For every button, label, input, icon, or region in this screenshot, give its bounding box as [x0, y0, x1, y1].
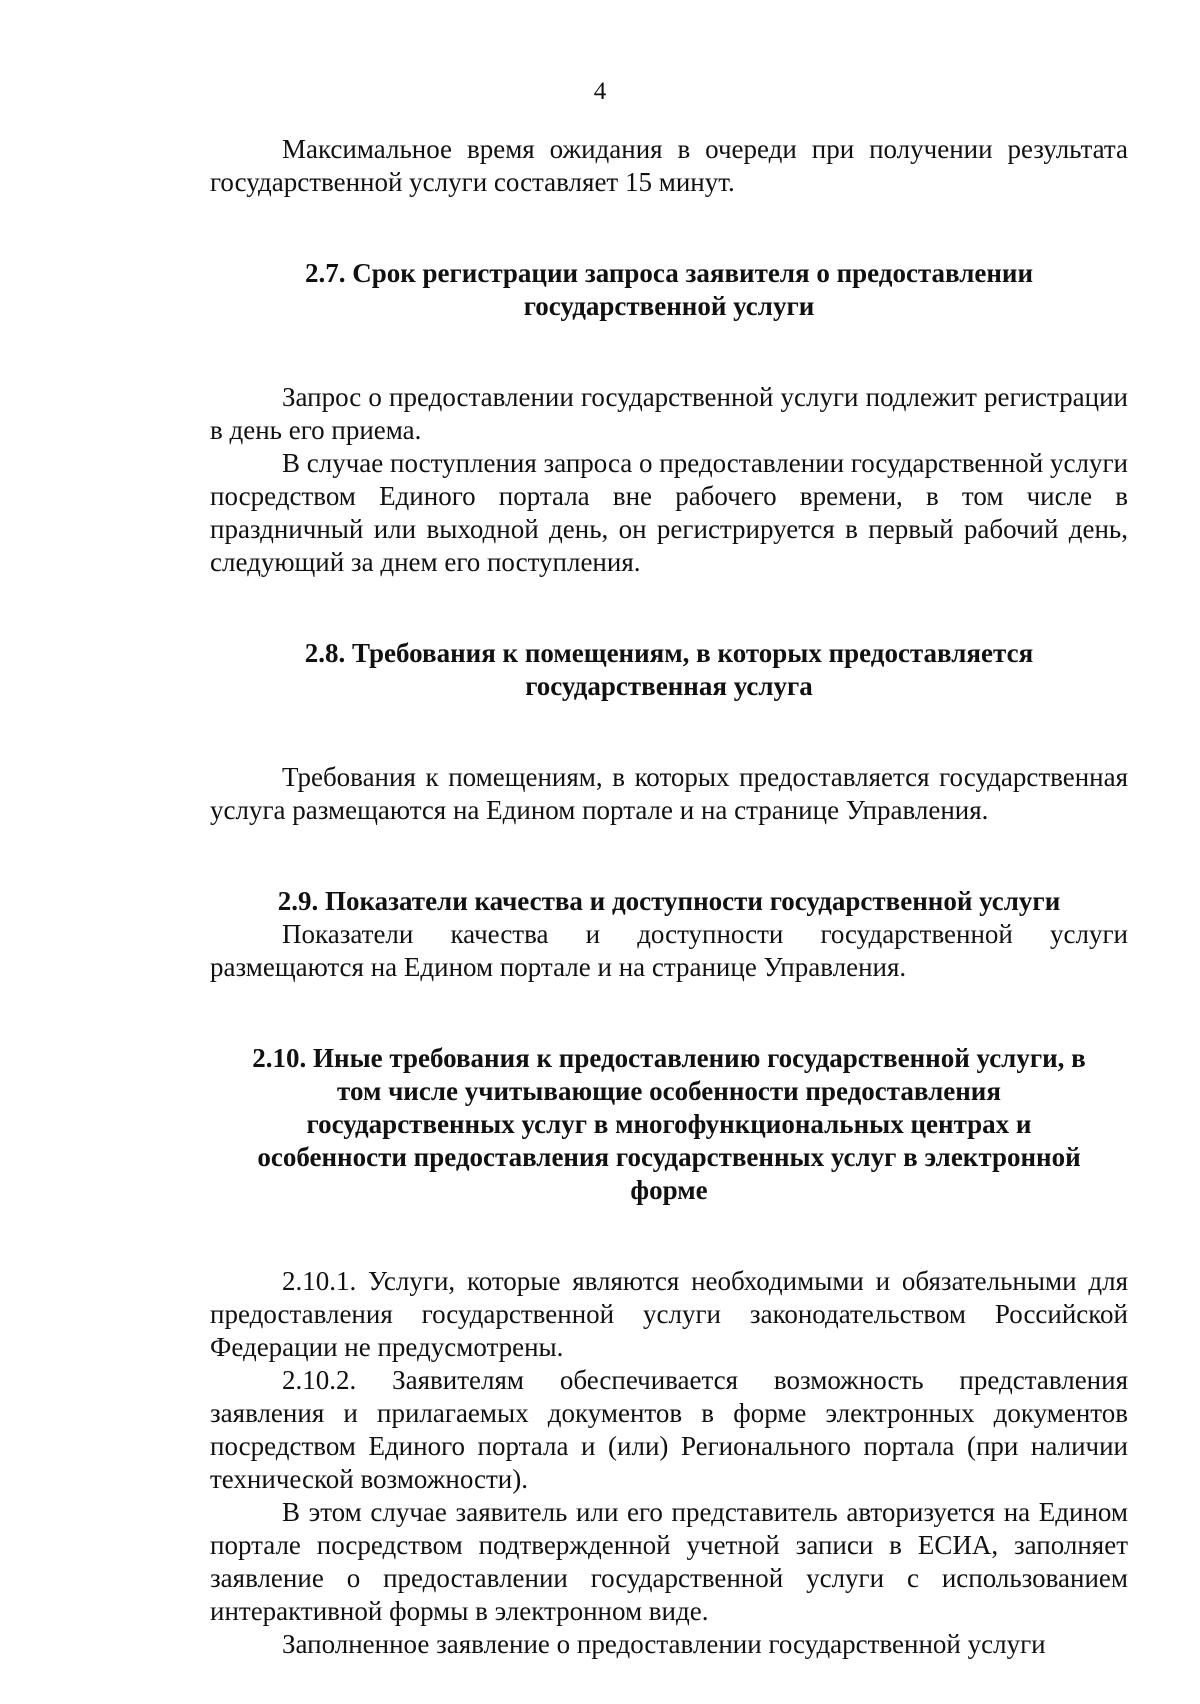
paragraph-2-8-premises: Требования к помещениям, в которых предоставляется государственная услуга размещаются на Едином портале и на странице Управления.: [210, 762, 1128, 825]
paragraph-2-10-2: 2.10.2. Заявителям обеспечивается возможность представления заявления и прилагаемых документов в форме электронных документов посредством Единого портала и (или) Регионального портала (при наличии технической возможности).: [210, 1365, 1128, 1494]
heading-2-10-line-3: государственных услуг в многофункциональных центрах и: [306, 1109, 1032, 1139]
heading-2-8-line-1: 2.8. Требования к помещениям, в которых предоставляется: [304, 638, 1034, 668]
heading-2-9: 2.9. Показатели качества и доступности государственной услуги: [277, 886, 1061, 916]
paragraph-2-10-1: 2.10.1. Услуги, которые являются необходимыми и обязательными для предоставления государственной услуги законодательством Российской Федерации не предусмотрены.: [210, 1266, 1128, 1362]
heading-2-7-line-1: 2.7. Срок регистрации запроса заявителя о предоставлении: [304, 258, 1034, 288]
heading-2-10-line-5: форме: [630, 1175, 708, 1205]
paragraph-2-9-quality: Показатели качества и доступности государственной услуги размещаются на Едином портале и на странице Управления.: [210, 919, 1128, 982]
heading-2-7-line-2: государственной услуги: [523, 291, 815, 321]
heading-2-10-line-2: том числе учитывающие особенности предоставления: [337, 1076, 1001, 1106]
heading-2-10-line-4: особенности предоставления государственных услуг в электронной: [257, 1142, 1081, 1172]
document-body: [210, 133, 1128, 1661]
paragraph-2-10-2-esia: В этом случае заявитель или его представитель авторизуется на Едином портале посредством подтвержденной учетной записи в ЕСИА, заполняет заявление о предоставлении государственной услуги с использованием интерактивной формы в электронном виде.: [210, 1497, 1128, 1626]
page-number: 4: [593, 78, 607, 105]
paragraph-2-10-2-filled: Заполненное заявление о предоставлении государственной услуги: [282, 1629, 1046, 1659]
paragraph-2-7-registration: Запрос о предоставлении государственной услуги подлежит регистрации в день его приема.: [210, 382, 1128, 445]
heading-2-7: [210, 257, 1128, 323]
heading-2-10: [210, 1042, 1128, 1207]
heading-2-8: [210, 637, 1128, 703]
paragraph-2-7-portal: В случае поступления запроса о предоставлении государственной услуги посредством Единого портала вне рабочего времени, в том числе в праздничный или выходной день, он регистрируется в первый рабочий день, следующий за днем его поступления.: [210, 448, 1128, 577]
heading-2-10-line-1: 2.10. Иные требования к предоставлению государственной услуги, в: [252, 1043, 1086, 1073]
heading-2-8-line-2: государственная услуга: [525, 671, 813, 701]
paragraph-wait-time: Максимальное время ожидания в очереди при получении результата государственной услуги составляет 15 минут.: [210, 134, 1128, 197]
